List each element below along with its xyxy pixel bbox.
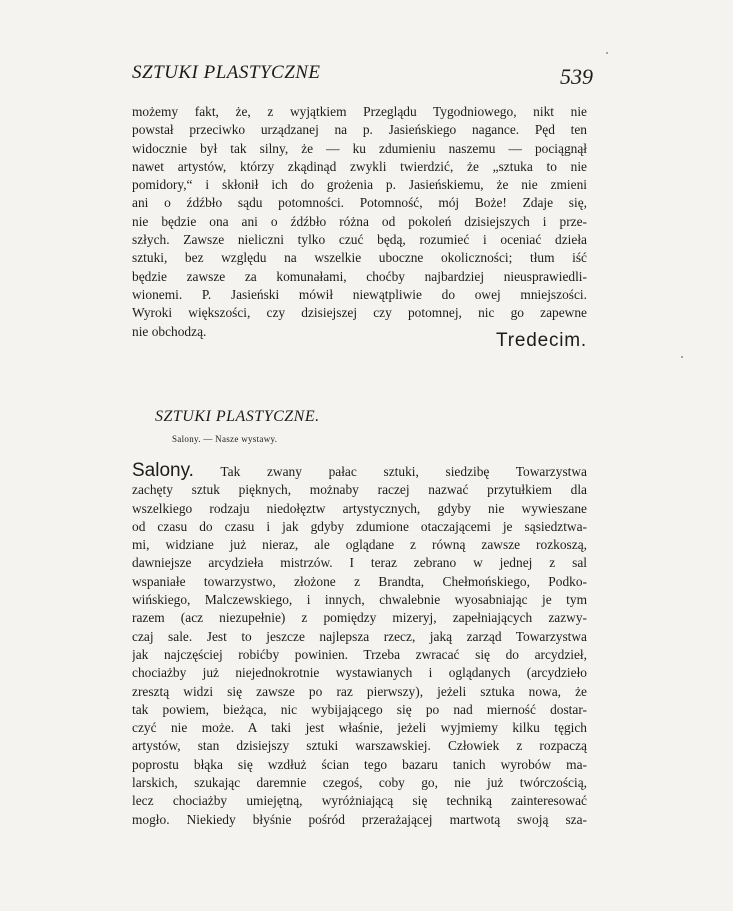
text-line: lecz chociażby umiejętną, wyróżniającą się techniką zainteresować: [132, 793, 587, 809]
page-number: 539: [560, 64, 593, 89]
text-line: Wyroki większości, czy dzisiejszej czy potomnej, nic go zapewne: [132, 305, 587, 321]
text-line: czaj sale. Jest to jeszcze najlepsza rzecz, jaką zarząd Towarzystwa: [132, 628, 587, 644]
paper-speck: [681, 356, 683, 358]
paragraph-continued: [132, 103, 587, 341]
text-line: jak najczęściej robićby powinien. Trzeba zwracać się do arcydzieł,: [132, 646, 587, 662]
text-line: mi, widziane już nieraz, ale oglądane z równą zawsze rozkoszą,: [132, 537, 587, 553]
text-line: szłych. Zawsze nieliczni tylko czuć będą, rozumieć i oceniać dzieła: [132, 232, 587, 248]
text-line: artystów, stan dzisiejszy sztuki warszawskiej. Człowiek z rozpaczą: [132, 738, 587, 754]
section-title: SZTUKI PLASTYCZNE.: [155, 408, 320, 425]
text-line: od czasu do czasu i jak gdyby zdumione otaczającemi je sąsiedztwa-: [132, 518, 587, 534]
text-line: czyć nie może. A taki jest właśnie, jeżeli wyjmiemy kilku tęgich: [132, 720, 587, 736]
section-subtitle: Salony. — Nasze wystawy.: [172, 434, 278, 444]
text-line: mogło. Niekiedy błyśnie pośród przerażającej martwotą swoją sza-: [132, 811, 587, 827]
paper-speck: [606, 52, 608, 54]
paragraph-salony: [132, 462, 587, 829]
text-line: wionemi. P. Jasieński mówił niewątpliwie do owej mniejszości.: [132, 286, 587, 302]
first-line-text: Tak zwany pałac sztuki, siedzibę Towarzystwa: [220, 464, 587, 479]
text-line: poprostu błąka się wzdłuż ścian tego bazaru tanich wyrobów ma-: [132, 756, 587, 772]
running-head: SZTUKI PLASTYCZNE: [132, 62, 321, 83]
text-line: wspaniałe towarzystwo, złożone z Brandta, Chełmońskiego, Podko-: [132, 573, 587, 589]
text-line: dawniejsze arcydzieła mistrzów. I teraz zebrano w jednej z sal: [132, 555, 587, 571]
author-signature: Tredecim.: [496, 330, 587, 351]
text-line: larskich, szukając daremnie czegoś, coby go, nie już twórczością,: [132, 775, 587, 791]
text-line-first: [132, 462, 587, 481]
text-line: nie obchodzą.: [132, 323, 207, 339]
text-line: pomidory,“ i skłonił ich do grożenia p. Jasieńskiemu, że nie zmieni: [132, 177, 587, 193]
text-line: będzie zawsze za komunałami, choćby najbardziej nieusprawiedli-: [132, 268, 587, 284]
text-line: razem (acz niezupełnie) z pomiędzy mizeryj, zapełniających zazwy-: [132, 610, 587, 626]
text-line: zachęty sztuk pięknych, możnaby raczej nazwać przytułkiem dla: [132, 482, 587, 498]
lead-word: Salony.: [132, 462, 194, 481]
text-line: nie będzie ona ani o źdźbło różna od pokoleń dzisiejszych i prze-: [132, 213, 587, 229]
text-line: tak powiem, bieżąca, nic wybijającego się po nad mierność dostar-: [132, 701, 587, 717]
text-line: możemy fakt, że, z wyjątkiem Przeglądu Tygodniowego, nikt nie: [132, 104, 587, 119]
text-line: wszelkiego rodzaju niedołęztw artystycznych, gdyby nie wywieszane: [132, 500, 587, 516]
text-line: chociażby już niejednokrotnie wystawianych i oglądanych (arcydzieło: [132, 665, 587, 681]
text-line: sztuki, bez względu na wszelkie uboczne okoliczności; tłum iść: [132, 250, 587, 266]
text-line: zresztą widzi się zawsze po raz pierwszy), jeżeli sztuka nowa, że: [132, 683, 587, 699]
text-line: widocznie był tak silny, że — ku zdumieniu naszemu — pociągnął: [132, 140, 587, 156]
text-line: powstał przeciwko urządzanej na p. Jasieńskiego nagance. Pęd ten: [132, 122, 587, 138]
text-line: ani o źdźbło sądu potomności. Potomność, mój Boże! Zdaje się,: [132, 195, 587, 211]
text-line: wińskiego, Malczewskiego, i innych, chwalebnie wyosabniając je tym: [132, 592, 587, 608]
text-line: nawet artystów, którzy zkądinąd zwykli twierdzić, że „sztuka to nie: [132, 158, 587, 174]
